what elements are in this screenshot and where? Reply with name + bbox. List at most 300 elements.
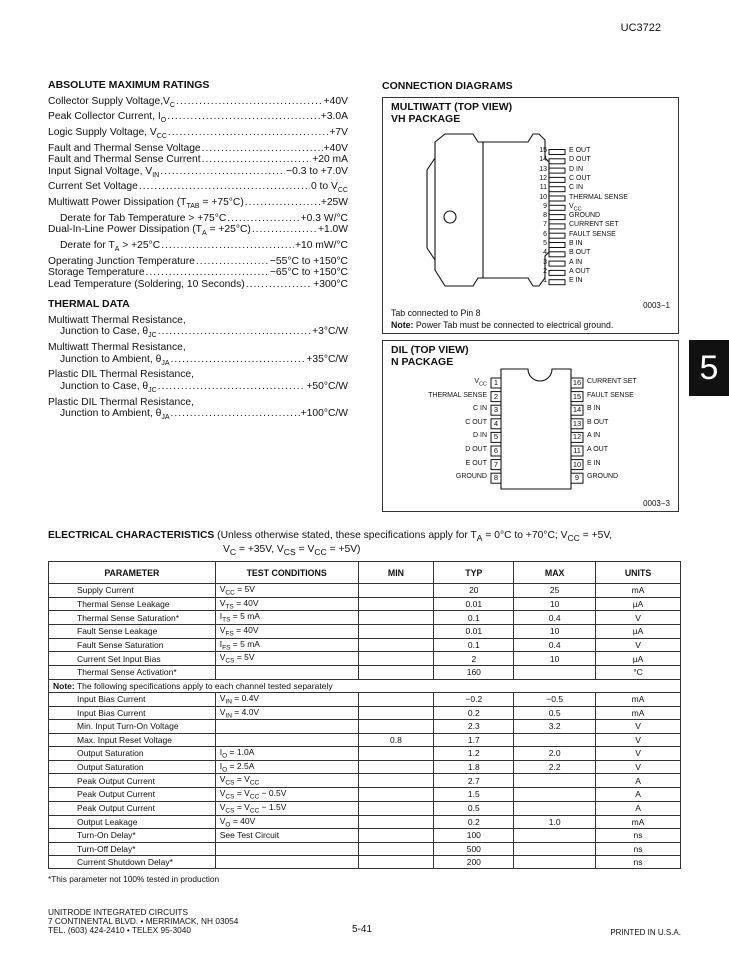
table-cell: 0.2 <box>434 706 514 720</box>
table-cell <box>358 855 434 868</box>
table-cell: ns <box>596 842 681 855</box>
rating-row <box>48 240 348 256</box>
rating-label-text: Dual-In-Line Power Dissipation (T <box>48 224 202 236</box>
rating-value <box>301 213 348 225</box>
table-cell: 0.5 <box>434 801 514 815</box>
multiwatt-pin-name: C OUT <box>569 174 591 182</box>
rating-value <box>313 279 348 291</box>
thermal-label-text: Junction to Case, θ <box>60 326 149 338</box>
multiwatt-pin-lead <box>549 280 565 285</box>
ec-condition: = +5V, <box>579 530 613 541</box>
table-row <box>49 760 681 774</box>
rating-row <box>48 127 348 143</box>
rating-value-text: −55°C to +150°C <box>269 255 348 267</box>
power-tab-note-text: Power Tab must be connected to electrical ground. <box>413 320 614 330</box>
note-label: Note: <box>53 680 75 691</box>
multiwatt-pin-number: 2 <box>543 267 547 275</box>
multiwatt-pin-name: E OUT <box>569 147 591 154</box>
dil-pin-name: D OUT <box>465 446 487 453</box>
table-row <box>49 611 681 625</box>
table-cell <box>215 842 358 855</box>
table-cell: 200 <box>434 855 514 868</box>
table-row <box>49 706 681 720</box>
table-row <box>49 666 681 679</box>
rating-value-text: +25W <box>320 196 348 208</box>
rating-value-text: 0 to V <box>310 181 338 193</box>
ec-condition: = 0°C to +70°C; V <box>482 530 568 541</box>
thermal-label-text: Junction to Ambient, θ <box>60 408 162 420</box>
dil-pin-name: A OUT <box>587 446 609 453</box>
multiwatt-pin-name: E IN <box>569 277 583 285</box>
ec-sub: CC <box>567 533 580 544</box>
ec-sub: CC <box>314 547 327 558</box>
leader-dots <box>167 111 320 127</box>
table-row <box>49 842 681 855</box>
table-cell <box>514 801 596 815</box>
table-cell <box>358 692 434 706</box>
table-cell: Min. Input Turn-On Voltage <box>49 720 216 733</box>
dil-pin-name: E IN <box>587 459 601 467</box>
table-cell: Turn-On Delay* <box>49 829 216 842</box>
multiwatt-pin-lead <box>549 205 565 210</box>
table-cell: 2.3 <box>434 720 514 733</box>
table-cell <box>358 829 434 842</box>
rating-label-text: Derate for Tab Temperature > +75°C <box>60 212 227 224</box>
rating-label <box>48 256 195 268</box>
rating-value <box>312 154 348 166</box>
thermal-row <box>48 326 348 342</box>
table-cell: µA <box>596 652 681 666</box>
multiwatt-pin-name: GROUND <box>569 212 601 220</box>
table-cell: Max. Input Reset Voltage <box>49 733 216 746</box>
dil-pin-name: D IN <box>473 432 487 440</box>
table-cell <box>215 720 358 733</box>
rating-row <box>48 181 348 197</box>
section-tab: 5 <box>689 340 729 396</box>
dil-pin-name: $V_{CC}$ <box>474 378 487 388</box>
table-cell: A <box>596 774 681 788</box>
table-cell: Fault Sense Leakage <box>49 625 216 639</box>
rating-row <box>48 267 348 279</box>
multiwatt-pin-lead <box>549 224 565 229</box>
table-cell: A <box>596 801 681 815</box>
leader-dots <box>246 279 313 291</box>
table-cell: V <box>596 720 681 733</box>
dil-pin-number: 6 <box>493 446 499 455</box>
multiwatt-pin-lead <box>549 168 565 173</box>
table-cell: Output Leakage <box>49 815 216 829</box>
rating-value-text: +7V <box>329 126 348 138</box>
multiwatt-pin-number: 13 <box>539 165 547 173</box>
multiwatt-pin-number: 10 <box>539 193 547 201</box>
dil-pin-number: 14 <box>572 405 582 415</box>
dil-pin-number: 12 <box>572 432 582 442</box>
absolute-max-ratings <box>48 80 348 424</box>
dil-pin-name: A IN <box>587 432 601 440</box>
multiwatt-pin-lead <box>549 150 565 155</box>
table-cell: mA <box>596 584 681 598</box>
table-row <box>49 597 681 611</box>
table-cell <box>514 666 596 679</box>
leader-dots <box>168 127 328 143</box>
multiwatt-pin-lead <box>549 187 565 192</box>
table-row <box>49 720 681 733</box>
thermal-label <box>60 381 157 397</box>
rating-value <box>329 127 348 143</box>
table-cell: −0.5 <box>514 692 596 706</box>
table-cell: 2.0 <box>514 747 596 761</box>
dil-pin-number: 13 <box>572 418 582 428</box>
dil-pin-number: 4 <box>493 418 499 428</box>
table-cell <box>358 597 434 611</box>
table-cell: 10 <box>514 652 596 666</box>
rating-label-text: Fault and Thermal Sense Voltage <box>48 142 201 154</box>
rating-value-text: +0.3 W/°C <box>300 212 348 224</box>
ec-condition: = +5V) <box>326 544 361 556</box>
table-cell <box>215 733 358 746</box>
rating-sub: A <box>114 245 120 253</box>
company-phone: TEL. (603) 424-2410 • TELEX 95-3040 <box>48 925 191 935</box>
leader-dots <box>171 354 306 370</box>
table-row <box>49 788 681 802</box>
dil-pin-number: 15 <box>572 391 582 401</box>
table-cell: V <box>596 747 681 761</box>
table-cell: $V_{CS} = V_{CC} - 1.5V$ <box>215 801 358 815</box>
table-cell: V <box>596 611 681 625</box>
rating-value-text: +300°C <box>313 278 348 290</box>
table-cell: 0.2 <box>434 815 514 829</box>
dil-pin-number: 16 <box>572 378 582 387</box>
table-cell: mA <box>596 706 681 720</box>
table-cell: 20 <box>434 584 514 598</box>
rating-label-text: Current Set Voltage <box>48 181 138 193</box>
leader-dots <box>160 166 285 182</box>
table-cell: $I_O = 1.0A$ <box>215 747 358 761</box>
rating-label <box>48 143 201 155</box>
multiwatt-pin-name: A OUT <box>569 267 591 275</box>
dil-pin-number: 5 <box>493 432 499 442</box>
table-cell: 0.4 <box>514 611 596 625</box>
note-label: Note: <box>391 320 414 330</box>
dil-pin-name: E OUT <box>465 459 487 467</box>
multiwatt-pin-number: 14 <box>539 156 547 164</box>
table-cell: $I_{TS} = 5$ mA <box>215 611 358 625</box>
table-cell: Peak Output Current <box>49 788 216 802</box>
dil-diagram <box>382 340 679 512</box>
rating-value-text: +1.0W <box>317 224 348 236</box>
rating-value <box>324 96 348 112</box>
thermal-value: +100°C/W <box>300 408 348 420</box>
company-address <box>48 908 238 935</box>
thermal-label <box>60 408 170 424</box>
multiwatt-pin-name: THERMAL SENSE <box>569 193 628 201</box>
rating-row <box>48 166 348 182</box>
rating-row <box>48 143 348 155</box>
note-text: The following specifications apply to each channel tested separately <box>74 680 333 691</box>
table-cell: 1.7 <box>434 733 514 746</box>
rating-label <box>48 197 244 213</box>
table-cell: 0.5 <box>514 706 596 720</box>
rating-label <box>60 213 226 225</box>
thermal-data <box>48 299 348 424</box>
ec-sub: C <box>229 547 237 558</box>
dil-pin-name: B IN <box>587 405 601 413</box>
multiwatt-diagram <box>382 97 679 334</box>
rating-sub: CC <box>156 132 167 140</box>
table-cell: $V_{CS} = V_{CC} - 0.5V$ <box>215 788 358 802</box>
table-cell: Thermal Sense Activation* <box>49 666 216 679</box>
ec-condition: V <box>223 544 230 556</box>
column-header: MAX <box>514 562 596 584</box>
electrical-characteristics-heading <box>48 530 688 558</box>
table-cell: 10 <box>514 597 596 611</box>
rating-row <box>48 256 348 268</box>
table-cell <box>514 842 596 855</box>
dil-pin-name: CURRENT SET <box>587 378 637 385</box>
table-cell: 1.8 <box>434 760 514 774</box>
multiwatt-pin-name: C IN <box>569 184 583 192</box>
multiwatt-pin-lead <box>549 270 565 275</box>
table-cell: Fault Sense Saturation <box>49 638 216 652</box>
leader-dots <box>245 197 320 213</box>
table-cell: 3.2 <box>514 720 596 733</box>
rating-label <box>48 181 138 197</box>
rating-row <box>48 96 348 112</box>
table-cell <box>358 774 434 788</box>
table-cell: See Test Circuit <box>215 829 358 842</box>
rating-sub: A <box>201 230 207 238</box>
dil-pin-number: 3 <box>493 405 499 415</box>
multiwatt-pin-name: $V_{CC}$ <box>569 202 582 213</box>
multiwatt-pin-name: CURRENT SET <box>569 221 619 229</box>
rating-value <box>318 224 348 240</box>
rating-row <box>48 279 348 291</box>
rating-value-text: +3.0A <box>320 111 348 123</box>
dil-pin-name: C OUT <box>465 418 487 426</box>
table-cell: 0.01 <box>434 625 514 639</box>
table-cell: Input Bias Current <box>49 692 216 706</box>
table-note-cell <box>49 679 681 692</box>
table-cell: Thermal Sense Leakage <box>49 597 216 611</box>
multiwatt-title: MULTIWATT (TOP VIEW) <box>391 101 513 113</box>
multiwatt-pin-lead <box>549 261 565 266</box>
table-cell: 2 <box>434 652 514 666</box>
dil-pin-name: GROUND <box>455 473 487 481</box>
rating-label-tail: = +25°C) <box>206 224 251 236</box>
thermal-heading: Multiwatt Thermal Resistance, <box>48 342 186 354</box>
table-cell <box>514 829 596 842</box>
part-number: UC3722 <box>620 22 661 34</box>
vh-package-title: VH PACKAGE <box>391 113 461 125</box>
rating-label <box>48 111 166 127</box>
thermal-label <box>60 354 170 370</box>
rating-row <box>48 224 348 240</box>
rating-value <box>324 143 348 155</box>
rating-label <box>48 224 251 240</box>
thermal-sub: JA <box>161 359 170 367</box>
table-cell <box>358 666 434 679</box>
thermal-heading: Plastic DIL Thermal Resistance, <box>48 396 194 408</box>
table-cell <box>358 801 434 815</box>
table-row <box>49 733 681 746</box>
rating-label <box>48 279 245 291</box>
dil-pin-number: 1 <box>493 378 499 387</box>
table-cell <box>514 774 596 788</box>
table-cell <box>215 855 358 868</box>
multiwatt-pin-number: 3 <box>543 258 547 266</box>
dil-pin-number: 10 <box>572 459 582 469</box>
printed-in: PRINTED IN U.S.A. <box>610 928 681 937</box>
rating-value-text: −0.3 to +7.0V <box>286 165 348 177</box>
leader-dots <box>202 154 312 166</box>
dil-title: DIL (TOP VIEW) <box>391 344 469 356</box>
table-cell: 0.8 <box>358 733 434 746</box>
rating-value-text: +20 mA <box>312 154 348 166</box>
table-row <box>49 747 681 761</box>
multiwatt-pin-number: 15 <box>539 147 547 154</box>
footnote: *This parameter not 100% tested in production <box>48 874 220 884</box>
rating-label-text: Operating Junction Temperature <box>48 255 195 267</box>
leader-dots <box>252 224 317 240</box>
table-cell: µA <box>596 597 681 611</box>
leader-dots <box>139 181 310 197</box>
rating-label <box>48 96 175 112</box>
multiwatt-pin-lead <box>549 196 565 201</box>
table-cell: 1.2 <box>434 747 514 761</box>
table-cell: 160 <box>434 666 514 679</box>
table-cell <box>358 720 434 733</box>
table-cell: Peak Output Current <box>49 801 216 815</box>
ec-condition: (Unless otherwise stated, these specifications apply for T <box>214 530 477 541</box>
rating-row <box>48 111 348 127</box>
table-cell <box>358 611 434 625</box>
rating-value-text: +40V <box>323 95 348 107</box>
rating-label-text: Fault and Thermal Sense Current <box>48 154 201 166</box>
table-cell: 0.4 <box>514 638 596 652</box>
rating-label-text: Collector Supply Voltage,V <box>48 95 170 107</box>
table-cell: $I_O = 2.5A$ <box>215 760 358 774</box>
rating-label-text: Storage Temperature <box>48 267 145 279</box>
dil-pin-name: FAULT SENSE <box>587 391 634 399</box>
thermal-sub: JC <box>148 386 157 394</box>
multiwatt-pin-name: FAULT SENSE <box>569 230 616 238</box>
multiwatt-pin-name: A IN <box>569 258 583 266</box>
column-header: TYP <box>434 562 514 584</box>
rating-value <box>286 166 348 182</box>
dil-pin-number: 11 <box>573 446 581 455</box>
column-header: MIN <box>358 562 434 584</box>
table-cell: 0.01 <box>434 597 514 611</box>
table-cell <box>358 760 434 774</box>
table-cell: 0.1 <box>434 638 514 652</box>
thermal-value: +35°C/W <box>306 353 348 365</box>
table-cell: 0.1 <box>434 611 514 625</box>
table-cell: 100 <box>434 829 514 842</box>
ec-sub: A <box>476 533 483 544</box>
table-cell <box>514 855 596 868</box>
multiwatt-pin-number: 5 <box>543 240 547 247</box>
leader-dots <box>227 213 299 225</box>
leader-dots <box>161 240 294 256</box>
table-row <box>49 584 681 598</box>
multiwatt-pin-number: 1 <box>543 277 547 285</box>
rating-label <box>48 154 201 166</box>
rating-sub: TAB <box>186 203 200 211</box>
table-cell: 25 <box>514 584 596 598</box>
table-cell: Output Saturation <box>49 760 216 774</box>
leader-dots <box>146 267 269 279</box>
table-row <box>49 815 681 829</box>
thermal-heading: Plastic DIL Thermal Resistance, <box>48 369 194 381</box>
rating-label-tail: = +75°C) <box>199 196 244 208</box>
multiwatt-pin-name: B OUT <box>569 249 591 257</box>
column-header: UNITS <box>596 562 681 584</box>
ec-sub: CS <box>283 547 296 558</box>
rating-sub: C <box>169 101 175 109</box>
dil-pin-name: GROUND <box>587 473 619 481</box>
table-cell <box>358 625 434 639</box>
dil-package-drawing <box>383 341 680 513</box>
table-cell: 2.2 <box>514 760 596 774</box>
thermal-label-text: Junction to Ambient, θ <box>60 353 162 365</box>
rating-label-text: Input Signal Voltage, V <box>48 165 153 177</box>
column-header: PARAMETER <box>49 562 216 584</box>
thermal-value: +3°C/W <box>312 326 348 338</box>
table-row <box>49 774 681 788</box>
table-cell <box>358 842 434 855</box>
rating-row <box>48 154 348 166</box>
multiwatt-pin-lead <box>549 159 565 164</box>
page-number: 5-41 <box>352 924 373 935</box>
table-cell <box>358 652 434 666</box>
table-cell: $V_{FS} = 40V$ <box>215 625 358 639</box>
multiwatt-pin-number: 8 <box>543 212 547 220</box>
thermal-label-text: Junction to Case, θ <box>60 380 149 392</box>
leader-dots <box>196 256 269 268</box>
rating-value-text: −65°C to +150°C <box>269 267 348 279</box>
thermal-row <box>48 381 348 397</box>
dil-pin-number: 9 <box>574 473 580 483</box>
table-cell: Thermal Sense Saturation* <box>49 611 216 625</box>
dil-pin-number: 7 <box>493 459 499 469</box>
multiwatt-pin-number: 11 <box>539 184 547 192</box>
multiwatt-pin-lead <box>549 215 565 220</box>
rating-value <box>321 197 348 213</box>
leader-dots <box>171 408 300 424</box>
table-cell: 1.5 <box>434 788 514 802</box>
power-tab-note <box>391 320 613 330</box>
table-note-row <box>49 679 681 692</box>
multiwatt-pin-number: 6 <box>543 230 547 238</box>
multiwatt-pin-name: D IN <box>569 165 583 173</box>
table-row <box>49 801 681 815</box>
table-cell: V <box>596 733 681 746</box>
tab-connection-note: Tab connected to Pin 8 <box>391 308 481 318</box>
table-cell: ns <box>596 855 681 868</box>
dil-pin-number: 2 <box>493 391 499 401</box>
table-cell <box>514 733 596 746</box>
n-package-title: N PACKAGE <box>391 356 454 368</box>
multiwatt-pin-number: 4 <box>543 249 547 257</box>
table-cell: Peak Output Current <box>49 774 216 788</box>
multiwatt-figure-code: 0003−1 <box>643 301 670 310</box>
abs-max-title: ABSOLUTE MAXIMUM RATINGS <box>48 79 210 91</box>
multiwatt-pin-lead <box>549 243 565 248</box>
rating-value-text: +10 mW/°C <box>294 239 348 251</box>
table-row <box>49 692 681 706</box>
connection-diagrams-title: CONNECTION DIAGRAMS <box>382 80 513 92</box>
dil-pin-name: THERMAL SENSE <box>428 391 487 399</box>
